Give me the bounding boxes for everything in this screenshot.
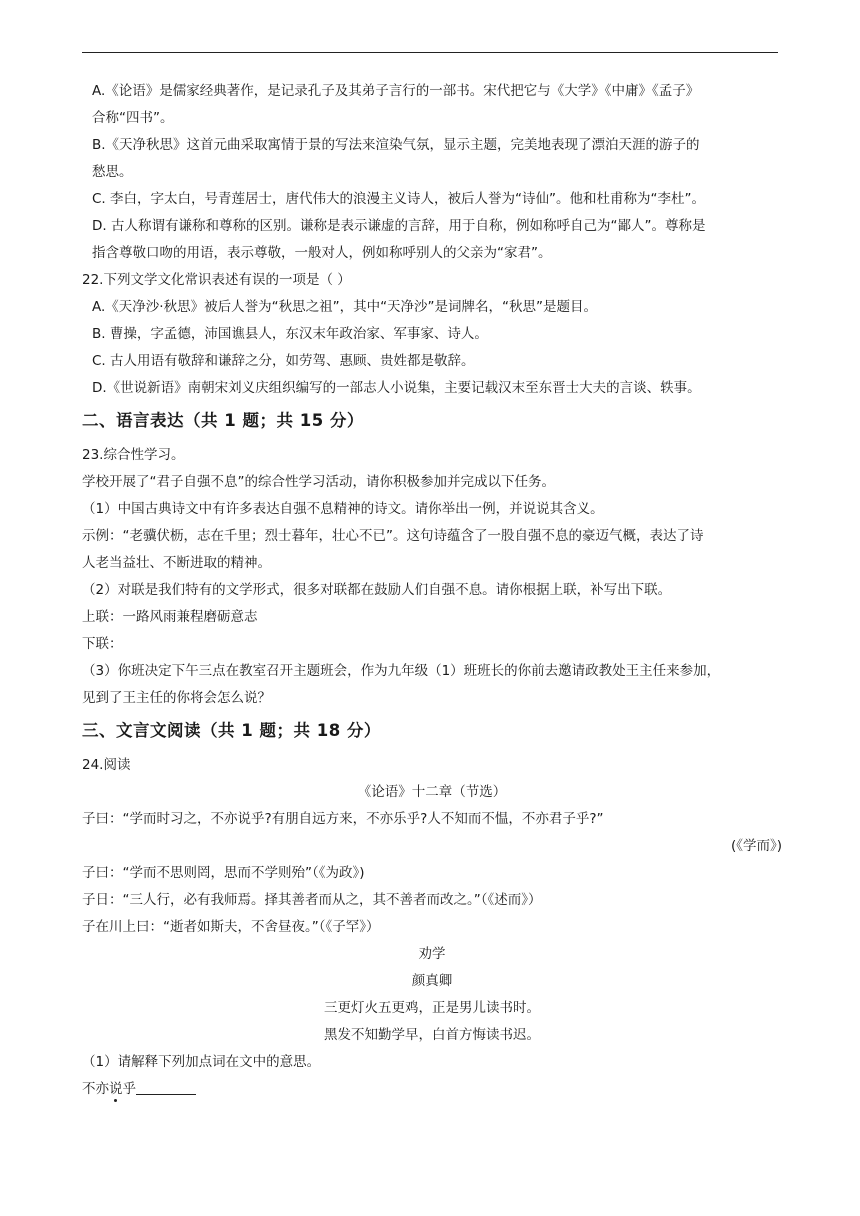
q22-option-c: C. 古人用语有敬辞和谦辞之分，如劳驾、惠顾、贵姓都是敬辞。 xyxy=(92,353,475,369)
q24-word-1-suffix: 乎 xyxy=(122,1081,136,1097)
q24-word-1 xyxy=(82,1076,782,1103)
q23-task-1: （1）中国古典诗文中有许多表达自强不息精神的诗文。请你举出一例，并说说其含义。 xyxy=(82,501,604,517)
header-rule xyxy=(82,52,778,53)
q23-intro: 学校开展了“君子自强不息”的综合性学习活动，请你积极参加并完成以下任务。 xyxy=(82,474,555,490)
q21-option-a-line2: 合称“四书”。 xyxy=(92,110,174,126)
q23-task-3-line1: （3）你班决定下午三点在教室召开主题班会，作为九年级（1）班班长的你前去邀请政教处王主任来参加， xyxy=(82,663,721,679)
q22-option-d: D.《世说新语》南朝宋刘义庆组织编写的一部志人小说集，主要记载汉末至东晋士大夫的言谈、轶事。 xyxy=(92,380,701,396)
q21-option-d-line2: 指含尊敬口吻的用语，表示尊敬，一般对人，例如称呼别人的父亲为“家君”。 xyxy=(92,245,552,261)
q23-lower-couplet: 下联： xyxy=(82,636,123,652)
q24-word-1-answer-blank[interactable] xyxy=(136,1080,196,1095)
q23-stem: 23.综合性学习。 xyxy=(82,447,185,463)
q21-option-b-line1: B.《天净秋思》这首元曲采取寓情于景的写法来渲染气氛，显示主题，完美地表现了漂泊天涯的游子的 xyxy=(92,137,700,153)
q24-sub-1: （1）请解释下列加点词在文中的意思。 xyxy=(82,1054,321,1070)
poem-line-1: 三更灯火五更鸡，正是男儿读书时。 xyxy=(324,1000,540,1016)
poem-author: 颜真卿 xyxy=(411,973,453,989)
q21-option-b-line2: 愁思。 xyxy=(92,164,133,180)
q21-option-c: C. 李白，字太白，号青莲居士，唐代伟大的浪漫主义诗人，被后人誉为“诗仙”。他和杜甫称为“李杜”。 xyxy=(92,191,705,207)
q23-example-line1: 示例：“老骥伏枥，志在千里；烈士暮年，壮心不已”。这句诗蕴含了一股自强不息的豪迈气概，表达了诗 xyxy=(82,528,704,544)
lunyu-chapter-2: 子曰：“学而不思则罔，思而不学则殆”（《为政》) xyxy=(82,865,365,881)
lunyu-chapter-4: 子在川上曰：“逝者如斯夫，不舍昼夜。”（《子罕》） xyxy=(82,919,380,935)
lunyu-chapter-1: 子曰：“学而时习之，不亦说乎?有朋自远方来，不亦乐乎?人不知而不愠，不亦君子乎?” xyxy=(82,811,604,827)
q23-example-line2: 人老当益壮、不断进取的精神。 xyxy=(82,555,271,571)
exam-page xyxy=(82,78,782,1103)
q22-option-b: B. 曹操，字孟德，沛国谯县人，东汉末年政治家、军事家、诗人。 xyxy=(92,326,488,342)
q24-word-1-prefix: 不亦 xyxy=(82,1081,109,1097)
q23-task-2: （2）对联是我们特有的文学形式，很多对联都在鼓励人们自强不息。请你根据上联，补写出下联。 xyxy=(82,582,672,598)
q23-upper-couplet: 上联：一路风雨兼程磨砺意志 xyxy=(82,609,258,625)
q22-option-a: A.《天净沙·秋思》被后人誉为“秋思之祖”，其中“天净沙”是词牌名，“秋思”是题目。 xyxy=(92,299,598,315)
section-2-heading: 二、语言表达（共 1 题；共 15 分） xyxy=(82,411,364,430)
poem-line-2: 黑发不知勤学早，白首方悔读书迟。 xyxy=(324,1027,540,1043)
q24-word-1-dotted-char: 说 xyxy=(109,1081,123,1097)
section-3-heading: 三、文言文阅读（共 1 题；共 18 分） xyxy=(82,721,381,740)
lunyu-chapter-3: 子日：“三人行，必有我师焉。择其善者而从之，其不善者而改之。”（《述而》） xyxy=(82,892,542,908)
q21-option-d-line1: D. 古人称谓有谦称和尊称的区别。谦称是表示谦虚的言辞，用于自称，例如称呼自己为“鄙人”。尊称是 xyxy=(92,218,706,234)
q22-stem: 22.下列文学文化常识表述有误的一项是（ ） xyxy=(82,272,351,288)
q24-stem: 24.阅读 xyxy=(82,757,131,773)
lunyu-chapter-1-source: (《学而》) xyxy=(730,838,782,854)
q23-task-3-line2: 见到了王主任的你将会怎么说？ xyxy=(82,690,271,706)
lunyu-title: 《论语》十二章（节选） xyxy=(357,784,507,800)
q21-option-a-line1: A.《论语》是儒家经典著作，是记录孔子及其弟子言行的一部书。宋代把它与《大学》《中庸》《孟子》 xyxy=(92,83,700,99)
poem-title: 劝学 xyxy=(418,946,446,962)
